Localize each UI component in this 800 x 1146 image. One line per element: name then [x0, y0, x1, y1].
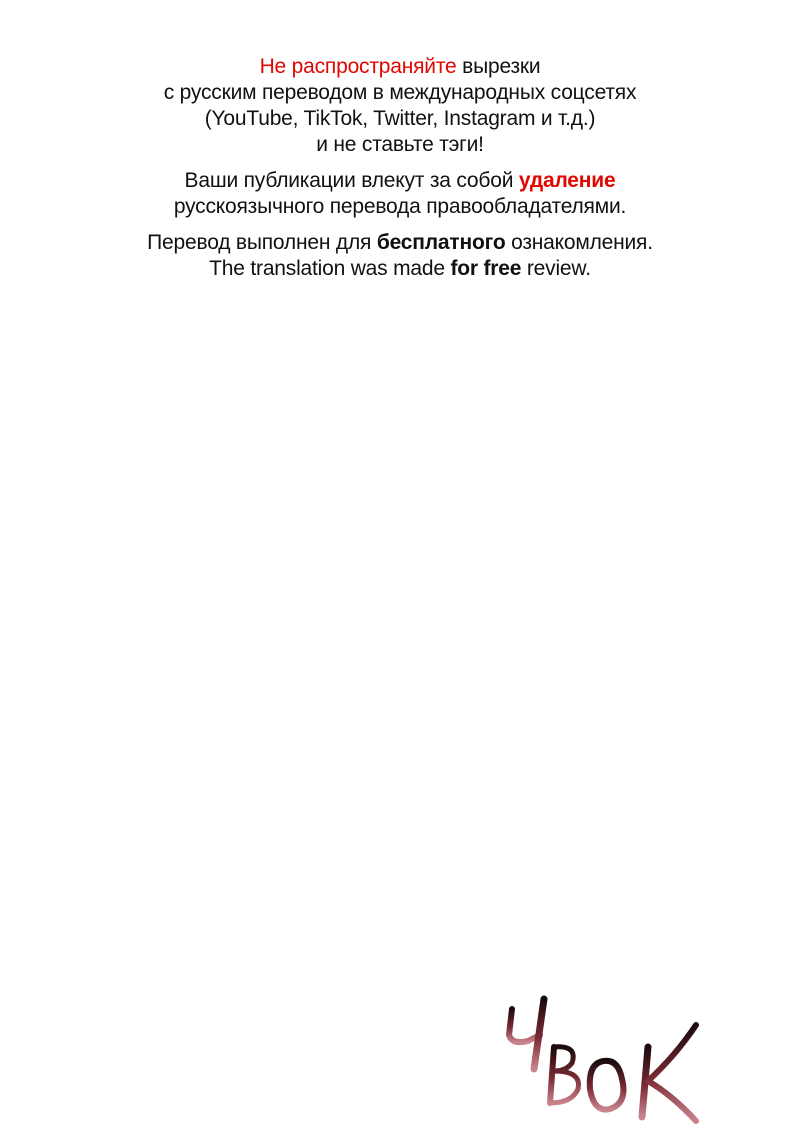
notice-line: русскоязычного перевода правообладателями. — [173, 195, 627, 218]
notice-text: Перевод выполнен для — [147, 231, 377, 254]
notice-paragraph-free — [0, 230, 800, 282]
notice-line — [0, 230, 800, 256]
notice-text: review. — [521, 257, 591, 280]
warning-highlight: Не распространяйте — [259, 55, 457, 78]
notice-line: и не ставьте тэги! — [316, 133, 484, 156]
notice-line: (YouTube, TikTok, Twitter, Instagram и т.д.) — [204, 107, 596, 130]
notice-paragraph-consequence — [0, 168, 800, 220]
notice-line — [0, 54, 800, 80]
team-logo-icon — [500, 985, 710, 1125]
translation-notice — [0, 54, 800, 292]
notice-line — [0, 256, 800, 282]
deletion-highlight: удаление — [518, 169, 616, 192]
notice-text: Ваши публикации влекут за собой — [184, 169, 519, 192]
free-highlight: бесплатного — [376, 231, 506, 254]
free-highlight-en: for free — [450, 257, 522, 280]
notice-text: ознакомления. — [505, 231, 653, 254]
notice-text: The translation was made — [209, 257, 451, 280]
notice-paragraph-distribution — [0, 54, 800, 158]
notice-line — [0, 168, 800, 194]
notice-text: вырезки — [456, 55, 541, 78]
notice-line: с русским переводом в международных соцсетях — [163, 81, 637, 104]
